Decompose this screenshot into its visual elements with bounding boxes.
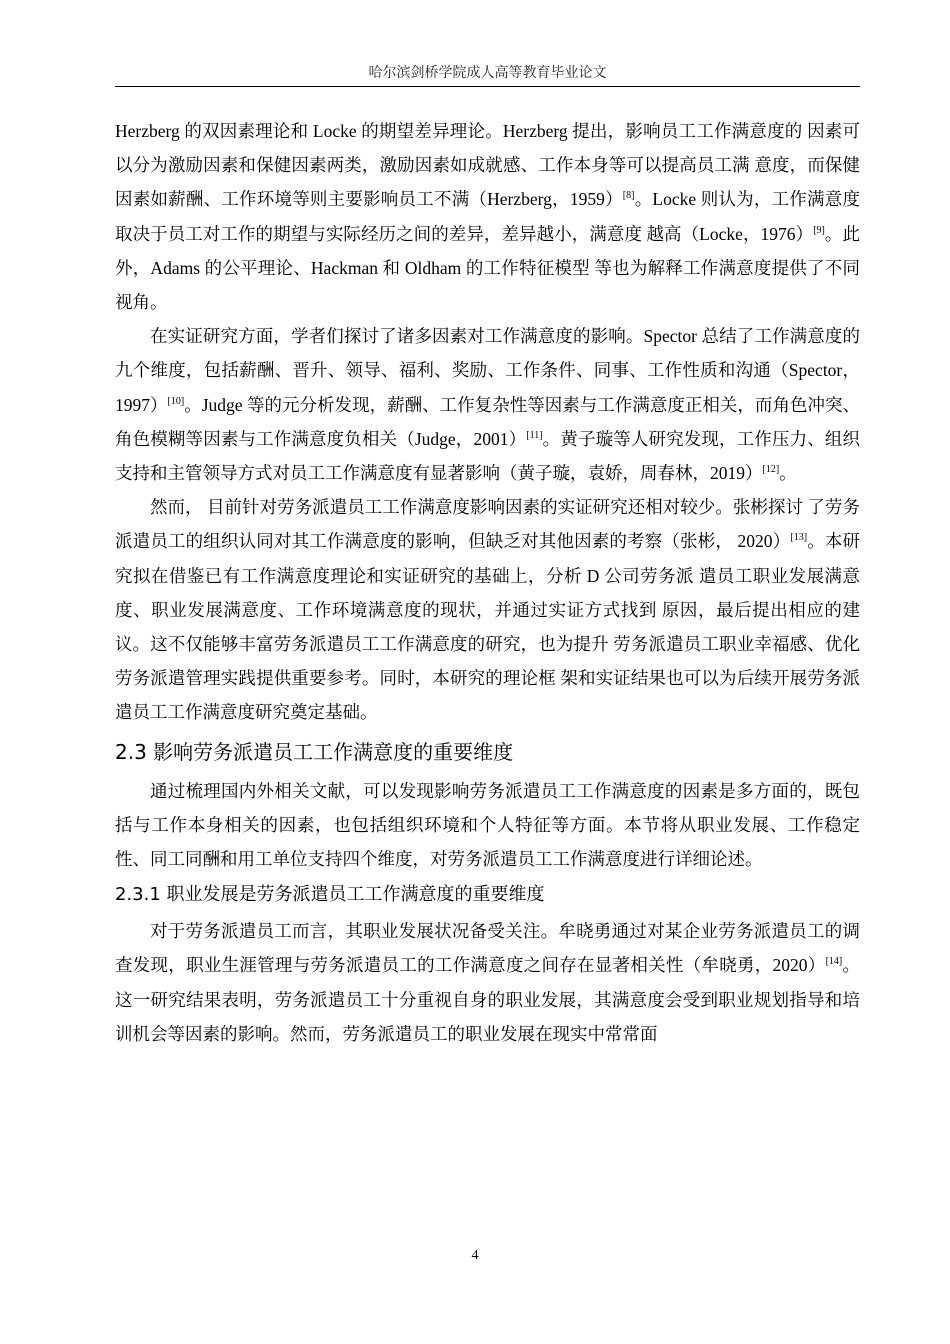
paragraph-text: 对于劳务派遣员工而言，其职业发展状况备受关注。牟晓勇通过对某企业劳务派遣员工的调查发现，职业生涯管理与劳务派遣员工的工作满意度之间存在显著相关性（牟晓勇，2020） — [115, 921, 860, 976]
paragraph-text: 然而， 目前针对劳务派遣员工工作满意度影响因素的实证研究还相对较少。张彬探讨 了劳务派遣员工的组织认同对其工作满意度的影响，但缺乏对其他因素的考察（张彬， 2020） — [115, 497, 860, 552]
paragraph-section-intro: 通过梳理国内外相关文献，可以发现影响劳务派遣员工工作满意度的因素是多方面的，既包括与工作本身相关的因素，也包括组织环境和个人特征等方面。本节将从职业发展、工作稳定性、同工同酬和用工单位支持四个维度，对劳务派遣员工工作满意度进行详细论述。 — [115, 780, 860, 870]
paragraph-text: 。Judge 等的元分析发现，薪酬、工作复杂性等因素与工作满意度正相关，而角色冲突、角色模糊等因素与工作满意度负相关（Judge，2001） — [115, 394, 861, 449]
citation-12[interactable]: [12] — [762, 464, 780, 476]
citation-8[interactable]: [8] — [622, 190, 635, 202]
paragraph-theories — [115, 114, 860, 319]
paragraph-text: 。本研究拟在借鉴已有工作满意度理论和实证研究的基础上，分析 D 公司劳务派 遣员工职业发展满意度、职业发展满意度、工作环境满意度的现状，并通过实证方式找到 原因，最后提出相应的建议。这不仅能够丰富劳务派遣员工工作满意度的研究，也为提升 劳务派遣员工职业幸福感、优化劳务派遣管理实践提供重要参考。同时，本研究的理论框 架和实证结果也可以为后续开展劳务派遣员工工作满意度研究奠定基础。 — [115, 531, 861, 723]
citation-14[interactable]: [14] — [825, 956, 843, 968]
paragraph-text: 。 — [779, 463, 797, 484]
paragraph-text: 。这一研究结果表明，劳务派遣员工十分重视自身的职业发展，其满意度会受到职业规划指导和培训机会等因素的影响。然而，劳务派遣员工的职业发展在现实中常常面 — [115, 955, 861, 1044]
section-heading-2-3-1: 2.3.1 职业发展是劳务派遣员工工作满意度的重要维度 — [115, 884, 545, 906]
paragraph-text: 。黄子璇等人研究发现，工作压力、组织支持和主管领导方式对员工工作满意度有显著影响（黄子璇，袁娇，周春林，2019） — [115, 428, 861, 484]
citation-11[interactable]: [11] — [526, 430, 543, 441]
paragraph-text: 。Locke 则认为，工作满意度取决于员工对工作的期望与实际经历之间的差异，差异越小，满意度 越高（Locke，1976） — [115, 189, 860, 244]
paragraph-research-gap — [115, 490, 860, 729]
citation-10[interactable]: [10] — [167, 395, 185, 407]
citation-9[interactable]: [9] — [813, 224, 825, 236]
section-heading-2-3: 2.3 影响劳务派遣员工工作满意度的重要维度 — [115, 739, 514, 764]
paragraph-text: 。此外，Adams 的公平理论、Hackman 和 Oldham 的工作特征模型 等也为解释工作满意度提供了不同视角。 — [115, 223, 860, 313]
running-header: 哈尔滨剑桥学院成人高等教育毕业论文 — [368, 66, 607, 81]
page-body — [115, 114, 860, 1051]
paragraph-text: Herzberg 的双因素理论和 Locke 的期望差异理论。Herzberg 提出，影响员工工作满意度的 因素可以分为激励因素和保健因素两类，激励因素如成就感、工作本身等可以提高员工满 意度，而保健因素如薪酬、工作环境等则主要影响员工不满（Herzberg，1959） — [115, 121, 860, 210]
header-rule — [115, 86, 860, 87]
paragraph-career-development — [115, 914, 860, 1051]
page-number: 4 — [471, 1248, 479, 1263]
citation-13[interactable]: [13] — [790, 532, 808, 544]
paragraph-empirical — [115, 319, 860, 490]
paragraph-text: 在实证研究方面，学者们探讨了诸多因素对工作满意度的影响。Spector 总结了工作满意度的九个维度，包括薪酬、晋升、领导、福利、奖励、工作条件、同事、工作性质和沟通（Spector，1997） — [115, 326, 860, 415]
